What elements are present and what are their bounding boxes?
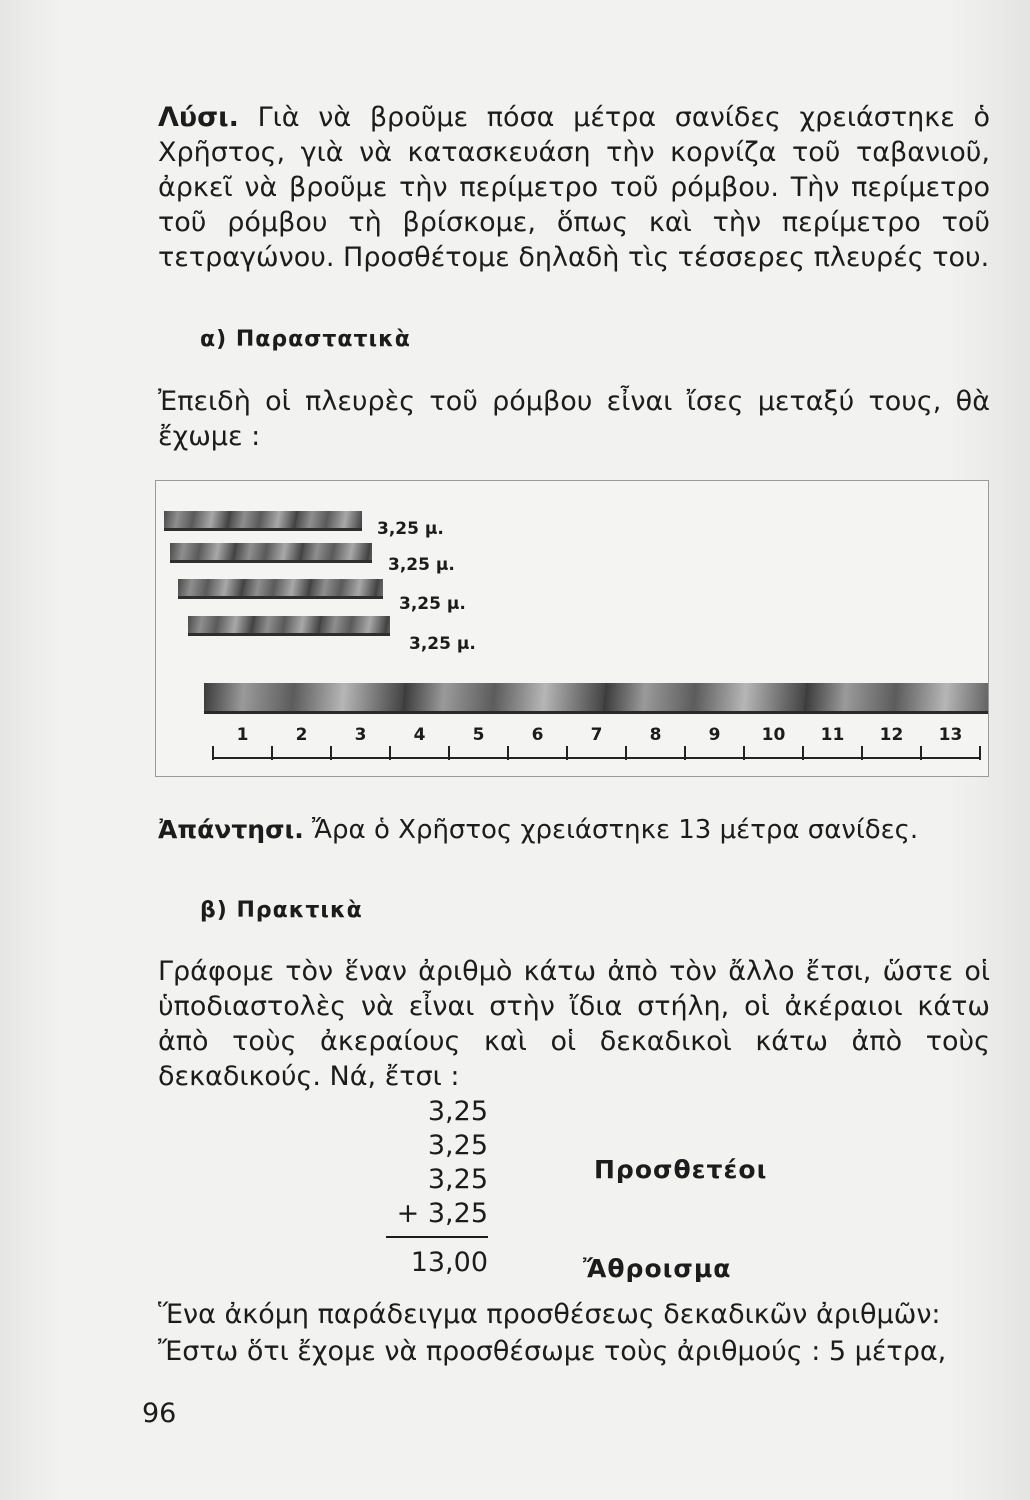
board-label-4: 3,25 μ. (409, 634, 476, 654)
section-a-heading: α) Παραστατικὰ (200, 327, 411, 352)
board-label-1: 3,25 μ. (377, 519, 444, 539)
answer-text: Ἄρα ὁ Χρῆστος χρειάστηκε 13 μέτρα σανίδες. (303, 815, 919, 845)
ruler-number: 9 (708, 725, 721, 745)
answer-label: Ἀπάντησι. (158, 815, 304, 844)
section-a-text: Ἐπειδὴ οἱ πλευρὲς τοῦ ρόμβου εἶναι ἴσες μεταξύ τους, θὰ ἔχωμε : (158, 386, 990, 452)
addend-2: 3,25 (427, 1130, 488, 1161)
ruler-tick (861, 746, 863, 760)
ruler-tick (684, 746, 686, 760)
board-1 (164, 511, 362, 531)
closing-line-1: Ἕνα ἀκόμη παράδειγμα προσθέσεως δεκαδικῶν ἀριθμῶν: (158, 1299, 941, 1330)
boards-figure (155, 480, 989, 777)
ruler-tick (330, 746, 332, 760)
ruler-tick (271, 746, 273, 760)
answer-paragraph (158, 812, 990, 848)
closing-line-2: Ἔστω ὅτι ἔχομε νὰ προσθέσωμε τοὺς ἀριθμούς : 5 μέτρα, (158, 1336, 947, 1367)
section-b-heading: β) Πρακτικὰ (200, 898, 363, 923)
ruler-tick (979, 746, 981, 760)
ruler-tick (625, 746, 627, 760)
ruler-number: 5 (472, 725, 485, 745)
board-3 (178, 579, 383, 599)
ruler-number: 7 (590, 725, 603, 745)
sum-value: 13,00 (410, 1247, 488, 1278)
ruler-number: 2 (295, 725, 308, 745)
board-2 (170, 543, 372, 563)
sum-label: Ἄθροισμα (583, 1254, 732, 1283)
board-4 (188, 616, 390, 636)
ruler-tick (566, 746, 568, 760)
ruler-number: 12 (879, 725, 904, 745)
board-label-3: 3,25 μ. (399, 594, 466, 614)
ruler-tick (212, 746, 214, 760)
addends-label: Προσθετέοι (594, 1155, 768, 1184)
ruler-number: 6 (531, 725, 544, 745)
page-number: 96 (142, 1398, 177, 1429)
addend-4: + 3,25 (396, 1198, 488, 1229)
solution-text: Γιὰ νὰ βροῦμε πόσα μέτρα σανίδες χρειάστηκε ὁ Χρῆστος, γιὰ νὰ κατασκευάση τὴν κορνίζα τοῦ ταβανιοῦ, ἀρκεῖ νὰ βροῦμε τὴν περίμετρο τοῦ ρόμβου. Τὴν περίμετρο τοῦ ρόμβου τὴ βρίσκομε, ὅπως καὶ τὴν περίμετρο τοῦ τετραγώνου. Προσθέτομε δηλαδὴ τὶς τέσσερες πλευρές του. (158, 102, 990, 273)
section-b-text: Γράφομε τὸν ἕναν ἀριθμὸ κάτω ἀπὸ τὸν ἄλλο ἔτσι, ὥστε οἱ ὑποδιαστολὲς νὰ εἶναι στὴν ἴδια στήλη, οἱ ἀκέραιοι κάτω ἀπὸ τοὺς ἀκεραίους καὶ οἱ δεκαδικοὶ κάτω ἀπὸ τοὺς δεκαδικούς. Νά, ἔτσι : (158, 956, 990, 1092)
ruler-tick (802, 746, 804, 760)
ruler-tick (448, 746, 450, 760)
ruler-line (213, 757, 981, 759)
long-board (204, 683, 988, 714)
ruler-number: 11 (820, 725, 845, 745)
addend-3: 3,25 (427, 1164, 488, 1195)
ruler-tick (389, 746, 391, 760)
board-label-2: 3,25 μ. (388, 555, 455, 575)
ruler-number: 8 (649, 725, 662, 745)
ruler-number: 1 (236, 725, 249, 745)
ruler-number: 13 (938, 725, 963, 745)
ruler-tick (920, 746, 922, 760)
ruler-tick (743, 746, 745, 760)
sum-line (386, 1236, 488, 1238)
addend-1: 3,25 (427, 1096, 488, 1127)
ruler-number: 10 (761, 725, 786, 745)
ruler-tick (507, 746, 509, 760)
solution-label: Λύσι. (158, 102, 239, 133)
ruler-number: 3 (354, 725, 367, 745)
solution-paragraph (158, 100, 990, 275)
ruler-number: 4 (413, 725, 426, 745)
